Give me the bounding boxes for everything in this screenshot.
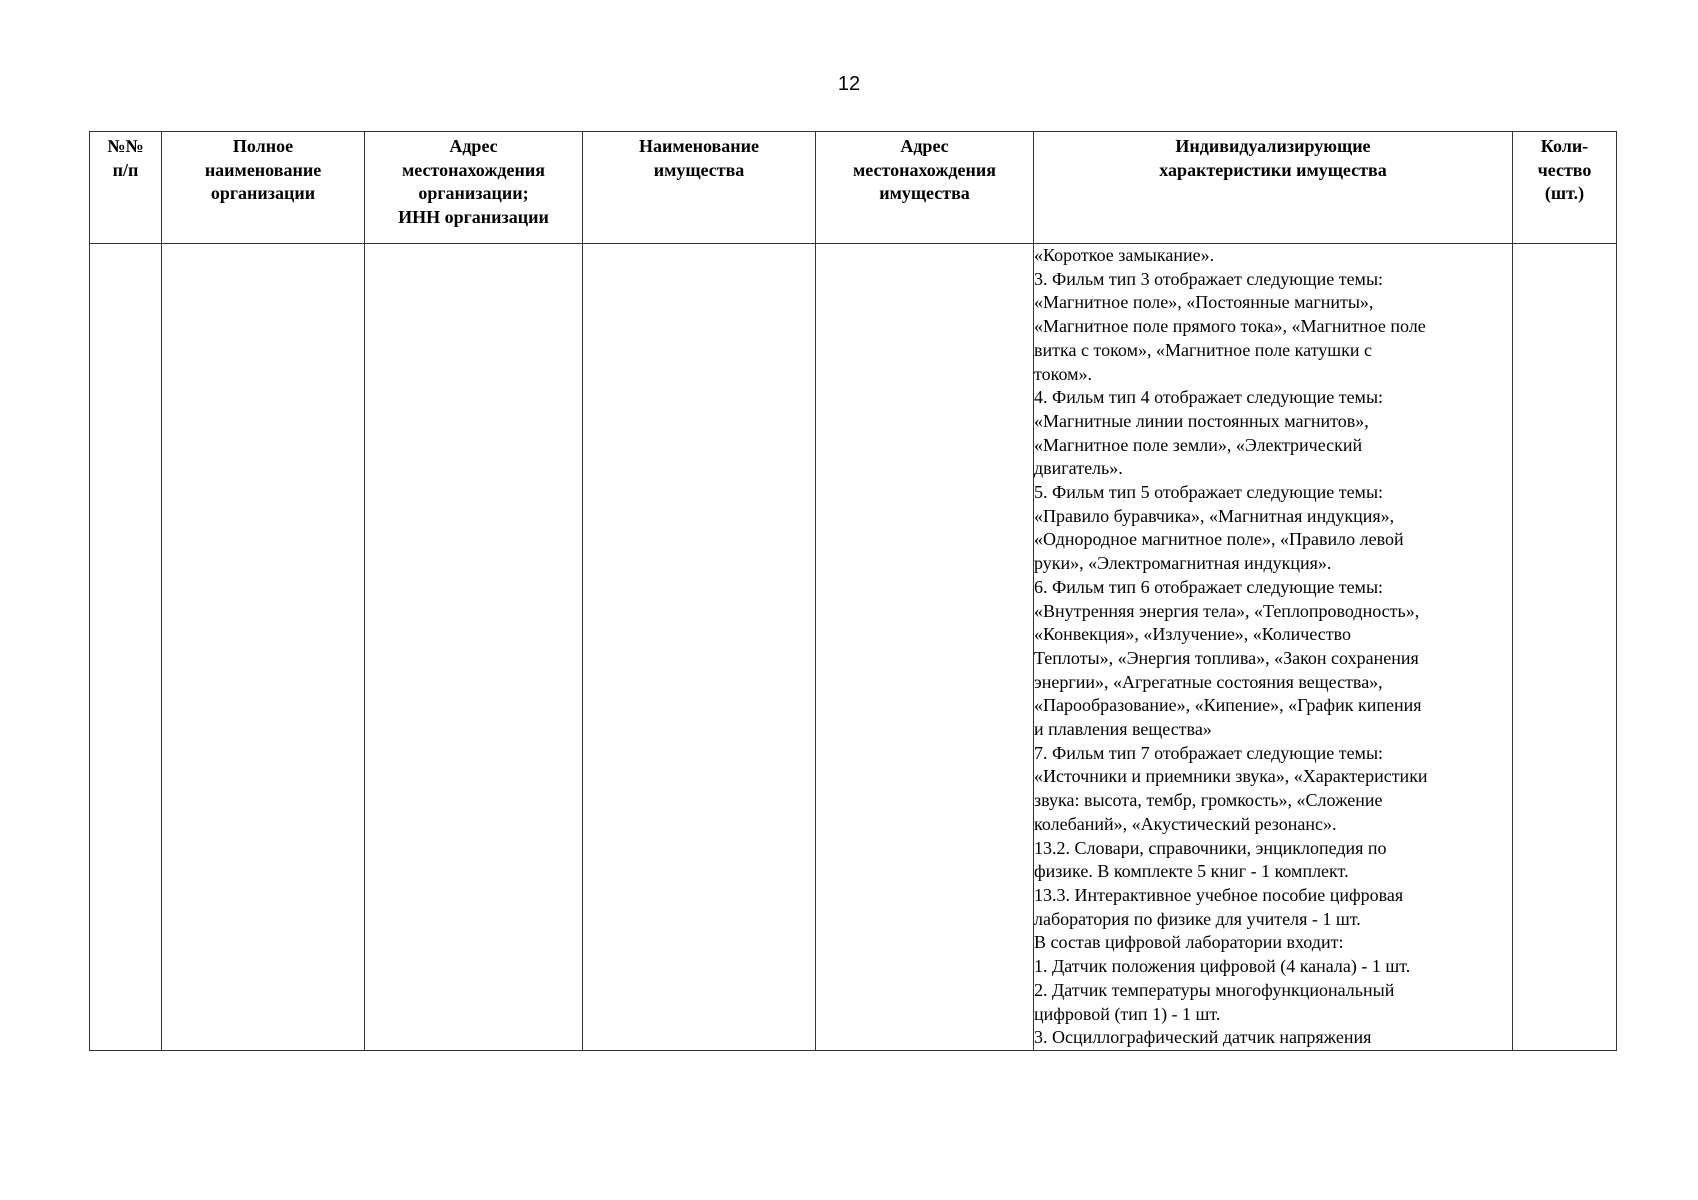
header-property-name: [583, 132, 816, 244]
characteristics-line: «Магнитное поле прямого тока», «Магнитное поле: [1034, 316, 1426, 337]
characteristics-line: и плавления вещества»: [1034, 719, 1212, 740]
characteristics-line: 3. Фильм тип 3 отображает следующие темы:: [1034, 268, 1384, 289]
characteristics-line: «Правило буравчика», «Магнитная индукция»,: [1034, 505, 1395, 526]
characteristics-line: «Внутренняя энергия тела», «Теплопроводность»,: [1034, 600, 1420, 621]
cell-org-name: [162, 244, 365, 1051]
header-quantity-line: Коли-: [1540, 136, 1589, 156]
header-org-address-line: местонахождения: [402, 159, 545, 180]
characteristics-line: 5. Фильм тип 5 отображает следующие темы:: [1034, 482, 1384, 503]
characteristics-line: «Конвекция», «Излучение», «Количество: [1034, 624, 1352, 645]
page-number: 12: [837, 73, 861, 95]
header-org-address-line: организации;: [418, 183, 529, 203]
characteristics-line: 13.2. Словари, справочники, энциклопедия по: [1034, 837, 1387, 858]
characteristics-line: энергии», «Агрегатные состояния вещества»,: [1034, 671, 1383, 692]
cell-org-address: [365, 244, 583, 1051]
header-quantity-line: (шт.): [1544, 183, 1585, 203]
header-property-name-line: Наименование: [639, 136, 759, 156]
characteristics-line: «Источники и приемники звука», «Характеристики: [1034, 766, 1428, 787]
characteristics-line: 13.3. Интерактивное учебное пособие цифровая: [1034, 884, 1404, 905]
header-num: [90, 132, 162, 244]
characteristics-line: «Короткое замыкание».: [1034, 245, 1215, 265]
characteristics-line: 2. Датчик температуры многофункциональный: [1034, 979, 1395, 1000]
characteristics-line: 6. Фильм тип 6 отображает следующие темы:: [1034, 576, 1384, 597]
header-num-line: п/п: [112, 159, 139, 180]
characteristics-line: лаборатория по физике для учителя - 1 шт.: [1034, 908, 1361, 929]
cell-property-name: [583, 244, 816, 1051]
header-quantity-line: чество: [1537, 159, 1592, 180]
cell-num: [90, 244, 162, 1051]
header-quantity: [1513, 132, 1617, 244]
characteristics-line: «Магнитное поле», «Постоянные магниты»,: [1034, 292, 1374, 313]
characteristics-line: «Парообразование», «Кипение», «График кипения: [1034, 695, 1422, 716]
characteristics-line: В состав цифровой лаборатории входит:: [1034, 932, 1344, 953]
header-property-address-line: местонахождения: [853, 159, 996, 180]
header-property-address: [816, 132, 1034, 244]
characteristics-line: 3. Осциллографический датчик напряжения: [1034, 1027, 1372, 1048]
header-org-name-line: организации: [210, 183, 316, 203]
table-row: [90, 244, 1617, 1051]
characteristics-line: колебаний», «Акустический резонанс».: [1034, 813, 1337, 834]
header-org-address: [365, 132, 583, 244]
characteristics-line: руки», «Электромагнитная индукция».: [1034, 553, 1332, 574]
header-characteristics-line: Индивидуализирующие: [1175, 136, 1371, 156]
characteristics-line: Теплоты», «Энергия топлива», «Закон сохранения: [1034, 647, 1419, 668]
characteristics-line: «Однородное магнитное поле», «Правило левой: [1034, 529, 1404, 550]
property-table: [89, 131, 1617, 1051]
characteristics-line: физике. В комплекте 5 книг - 1 комплект.: [1034, 861, 1349, 882]
characteristics-line: двигатель».: [1034, 458, 1123, 479]
header-org-address-line: ИНН организации: [398, 206, 549, 227]
characteristics-line: «Магнитные линии постоянных магнитов»,: [1034, 410, 1369, 431]
table-header-row: [90, 132, 1617, 244]
characteristics-line: витка с током», «Магнитное поле катушки с: [1034, 339, 1373, 360]
header-property-address-line: Адрес: [900, 136, 949, 156]
header-num-line: №№: [107, 136, 144, 156]
header-org-name-line: Полное: [232, 136, 294, 156]
characteristics-line: 1. Датчик положения цифровой (4 канала) - 1 шт.: [1034, 956, 1411, 977]
characteristics-line: «Магнитное поле земли», «Электрический: [1034, 434, 1363, 455]
header-property-address-line: имущества: [879, 183, 970, 203]
header-characteristics-line: характеристики имущества: [1159, 159, 1387, 180]
characteristics-line: током».: [1034, 363, 1093, 384]
header-property-name-line: имущества: [653, 159, 745, 180]
header-characteristics: [1034, 132, 1513, 244]
cell-characteristics: [1034, 244, 1513, 1051]
header-org-name: [162, 132, 365, 244]
characteristics-line: цифровой (тип 1) - 1 шт.: [1034, 1003, 1221, 1024]
header-org-address-line: Адрес: [449, 136, 498, 156]
cell-property-address: [816, 244, 1034, 1051]
cell-quantity: [1513, 244, 1617, 1051]
characteristics-line: 7. Фильм тип 7 отображает следующие темы:: [1034, 742, 1384, 763]
characteristics-line: звука: высота, тембр, громкость», «Сложение: [1034, 790, 1383, 811]
characteristics-line: 4. Фильм тип 4 отображает следующие темы:: [1034, 387, 1384, 408]
header-org-name-line: наименование: [204, 159, 322, 180]
